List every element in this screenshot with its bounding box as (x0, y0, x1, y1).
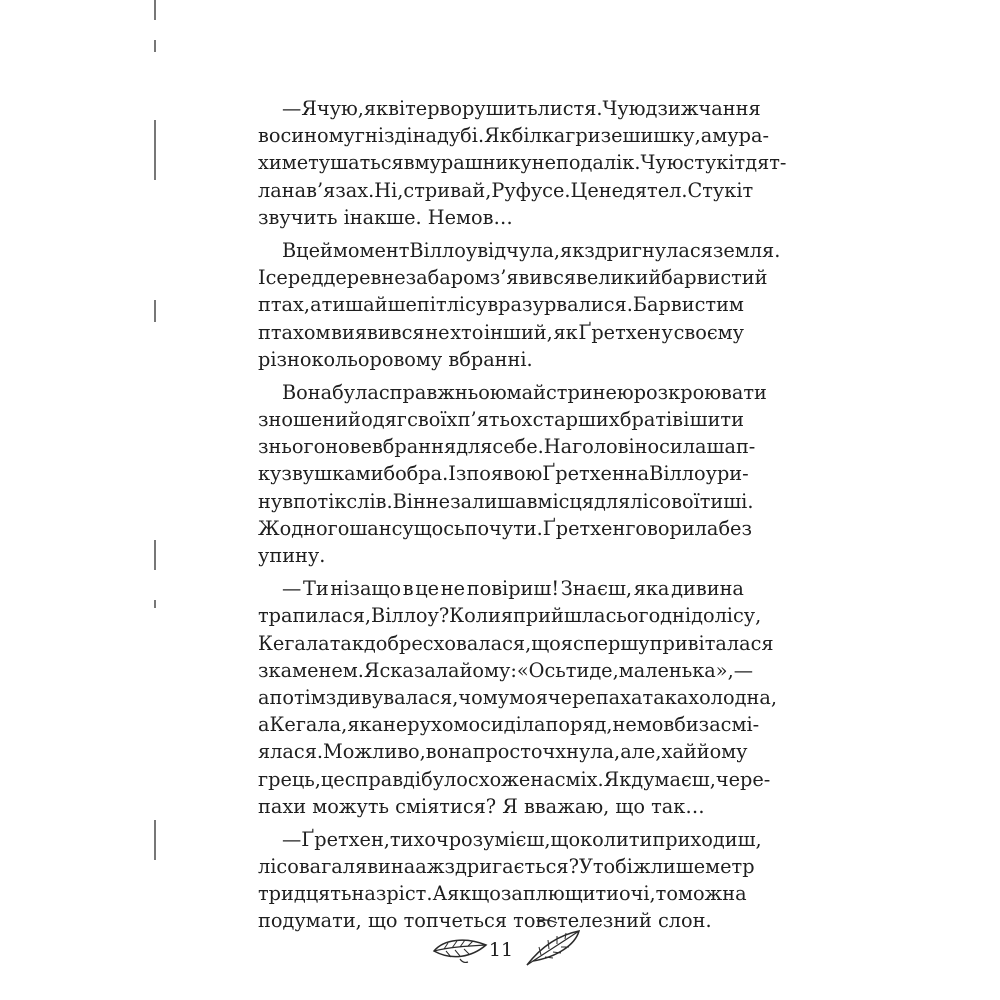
feather-icon (523, 909, 585, 969)
text-line: з нього нове вбрання для себе. На голові носила шап- (258, 435, 756, 459)
text-line: птахом виявився не хто інший, як Ґретхен у своєму (258, 320, 744, 344)
paragraph (258, 379, 767, 569)
text-line: Жодного шансу щось почути. Ґретхен говорила без (258, 516, 752, 540)
page-number: 11 (488, 939, 514, 961)
text-line: зношений одяг своїх п’ятьох старших братів і шити (258, 408, 744, 432)
text-line: лісова галявина аж здригається? У тобі ж лише метр (258, 855, 755, 879)
text-line: В цей момент Віллоу відчула, як здригнулася земля. (282, 238, 781, 262)
text-line: грець, це справді було схоже на сміх. Як думаєш, чере- (258, 767, 771, 791)
text-line: трапилася, Віллоу? Коли я прийшла сьогодні до лісу, (258, 604, 762, 628)
text-line: тридцять на зріст. А якщо заплющити очі, то можна (258, 882, 747, 906)
text-line: з каменем. Я сказала йому: «Ось ти де, маленька», — (258, 658, 753, 682)
text-line: — Я чую, як вітер ворушить листя. Чую дзижчання (282, 97, 761, 120)
text-line: в осиному гнізді на дубі. Як білка гризе шишку, а мура- (258, 124, 769, 148)
paragraph (258, 237, 781, 373)
text-line: ку з вушками бобра. Із появою Ґретхен на Віллоу ри- (258, 462, 749, 486)
text-line: ялася. Можливо, вона просто чхнула, але, хай йому (258, 740, 748, 764)
text-line: — Ти нізащо в це не повіриш! Знаєш, яка дивина (282, 577, 744, 601)
text-line: — Ґретхен, ти хоч розумієш, що коли ти приходиш, (282, 827, 762, 851)
text-line: звучить інакше. Немов… (258, 205, 513, 229)
text-line: птах, а тиша й шепіт лісу враз урвалися. Барвистим (258, 293, 744, 317)
text-line: ла на в’язах. Ні, стривай, Руфусе. Це не дятел. Стукіт (258, 178, 754, 202)
text-line: І серед дерев незабаром з’явився великий барвистий (258, 266, 768, 290)
text-line: пахи можуть сміятися? Я вважаю, що так… (258, 794, 705, 818)
text-line: нув потік слів. Він не залишав місця для лісової тиші. (258, 489, 754, 513)
text-line: Вона була справжньою майстринею розкроювати (282, 380, 767, 404)
page-footer (0, 905, 1000, 985)
text-line: а Кегала, яка нерухомо сиділа поряд, немовби засмі- (258, 713, 760, 737)
text-line: подумати, що топчеться товстелезний слон. (258, 909, 712, 933)
paragraph (258, 575, 777, 820)
binding-edge (150, 0, 160, 1000)
text-line: а потім здивувалася, чому моя черепаха така холодна, (258, 685, 777, 709)
text-line: упину. (258, 544, 326, 567)
text-line: хи метушаться в мурашнику неподалік. Чую стукіт дят- (258, 151, 787, 175)
text-line: різнокольоровому вбранні. (258, 347, 533, 371)
text-line: Кегала так добре сховалася, що я спершу привіталася (258, 631, 774, 655)
leaf-icon (430, 935, 488, 965)
book-page-text (258, 95, 787, 941)
paragraph (258, 95, 787, 231)
